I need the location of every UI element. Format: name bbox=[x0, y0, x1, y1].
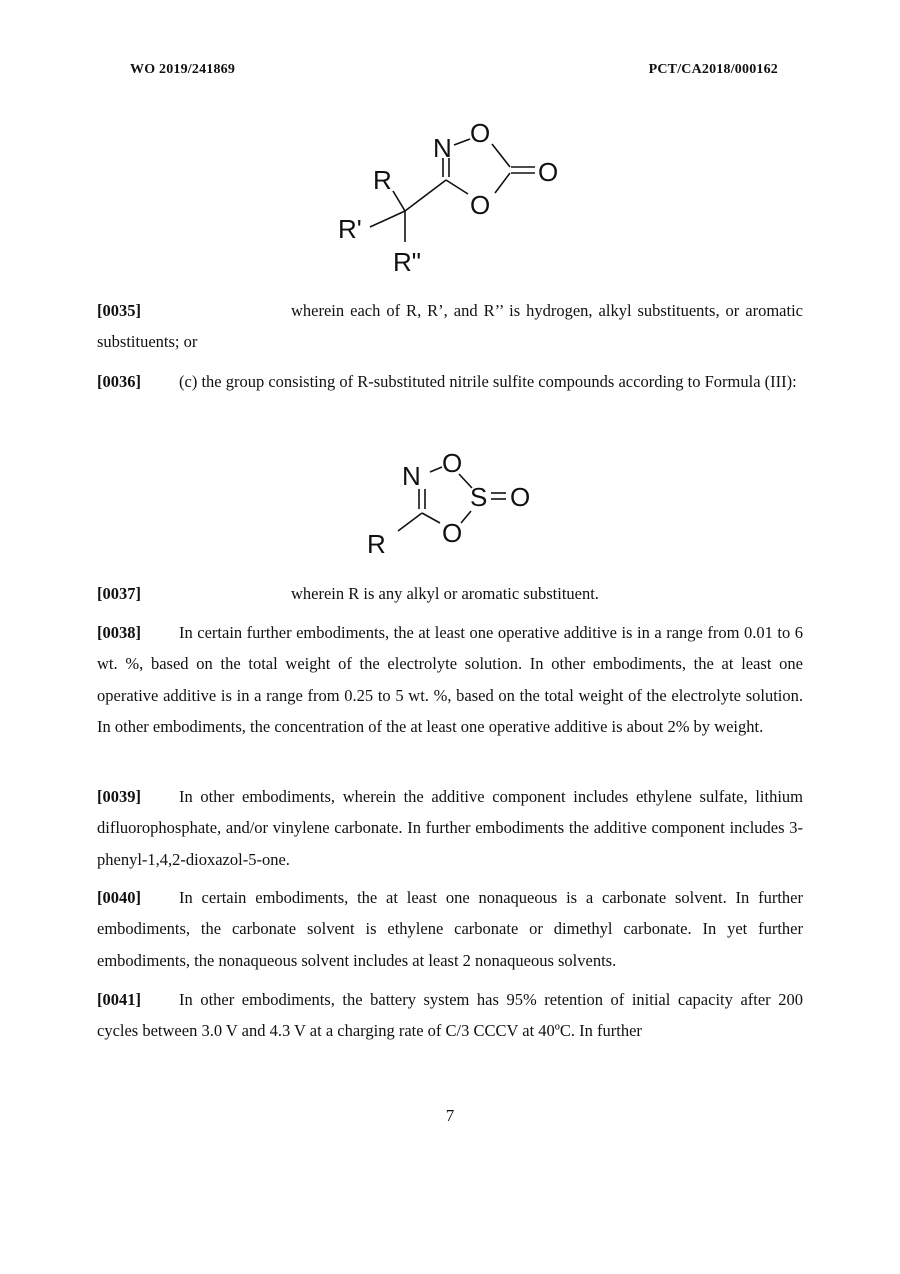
bond-c3-c5 bbox=[405, 180, 446, 211]
paragraph-number: [0036] bbox=[97, 372, 141, 391]
atom-r: R bbox=[367, 529, 386, 559]
atom-n: N bbox=[433, 133, 452, 163]
atom-n: N bbox=[402, 461, 421, 491]
header-application-number: PCT/CA2018/000162 bbox=[648, 62, 778, 77]
bond-c5-o bbox=[446, 180, 468, 194]
formula-ii-structure bbox=[330, 115, 570, 280]
paragraph-number: [0039] bbox=[97, 787, 141, 806]
bond-c-o-ring bbox=[422, 513, 440, 523]
bond-c-r bbox=[393, 191, 405, 211]
bond-s-o-ring bbox=[461, 511, 471, 523]
header-publication-number: WO 2019/241869 bbox=[130, 62, 236, 77]
atom-r: R bbox=[373, 165, 392, 195]
bond-c-o-ring bbox=[495, 173, 510, 193]
paragraph-0040 bbox=[97, 882, 803, 976]
paragraph-number: [0041] bbox=[97, 990, 141, 1009]
atom-o-sulfinyl: O bbox=[510, 482, 531, 512]
bond-n-o bbox=[430, 467, 442, 472]
paragraph-text: In other embodiments, wherein the additive component includes ethylene sulfate, lithium difluorophosphate, and/or vinylene carbonate. In further embodiments the additive component includes 3-phenyl-1,4,2-dioxazol-5-one. bbox=[97, 787, 803, 869]
paragraph-number: [0038] bbox=[97, 623, 141, 642]
bond-n-o bbox=[454, 139, 470, 145]
paragraph-0041 bbox=[97, 984, 803, 1047]
paragraph-text: (c) the group consisting of R-substituted nitrile sulfite compounds according to Formula (III): bbox=[179, 372, 797, 391]
paragraph-number: [0035] bbox=[97, 301, 141, 320]
bond-c-r bbox=[398, 513, 422, 531]
paragraph-0039 bbox=[97, 781, 803, 875]
atom-o-carbonyl: O bbox=[538, 157, 559, 187]
atom-o-ring: O bbox=[470, 190, 491, 220]
paragraph-0038 bbox=[97, 617, 803, 742]
paragraph-text: In certain further embodiments, the at least one operative additive is in a range from 0.01 to 6 wt. %, based on the total weight of the electrolyte solution. In other embodiments, the at least one operative additive is in a range from 0.25 to 5 wt. %, based on the total weight of the electrolyte solution. In other embodiments, the concentration of the at least one operative additive is about 2% by weight. bbox=[97, 623, 803, 736]
paragraph-text: wherein R is any alkyl or aromatic substituent. bbox=[291, 584, 599, 603]
bond-c-r-prime bbox=[370, 211, 405, 227]
bond-o-c bbox=[492, 144, 510, 167]
paragraph-0036 bbox=[97, 366, 803, 397]
page-number: 7 bbox=[445, 1106, 455, 1125]
paragraph-0037 bbox=[97, 578, 803, 609]
paragraph-number: [0037] bbox=[97, 584, 141, 603]
atom-r-double-prime: R" bbox=[393, 247, 422, 277]
atom-o-ring: O bbox=[442, 518, 463, 548]
formula-iii-structure bbox=[360, 445, 560, 565]
atom-s: S bbox=[470, 482, 488, 512]
paragraph-text: In other embodiments, the battery system has 95% retention of initial capacity after 200 cycles between 3.0 V and 4.3 V at a charging rate of C/3 CCCV at 40ºC. In further bbox=[97, 990, 803, 1041]
paragraph-number: [0040] bbox=[97, 888, 141, 907]
paragraph-0035 bbox=[97, 295, 803, 358]
paragraph-text: In certain embodiments, the at least one nonaqueous is a carbonate solvent. In further embodiments, the carbonate solvent is ethylene carbonate or dimethyl carbonate. In yet further embodiments, the nonaqueous solvent includes at least 2 nonaqueous solvents. bbox=[97, 888, 803, 970]
paragraph-text: wherein each of R, R’, and R’’ is hydrogen, alkyl substituents, or aromatic substituents; or bbox=[97, 301, 803, 352]
atom-o-top: O bbox=[470, 118, 491, 148]
atom-r-prime: R' bbox=[338, 214, 362, 244]
atom-o-top: O bbox=[442, 448, 463, 478]
